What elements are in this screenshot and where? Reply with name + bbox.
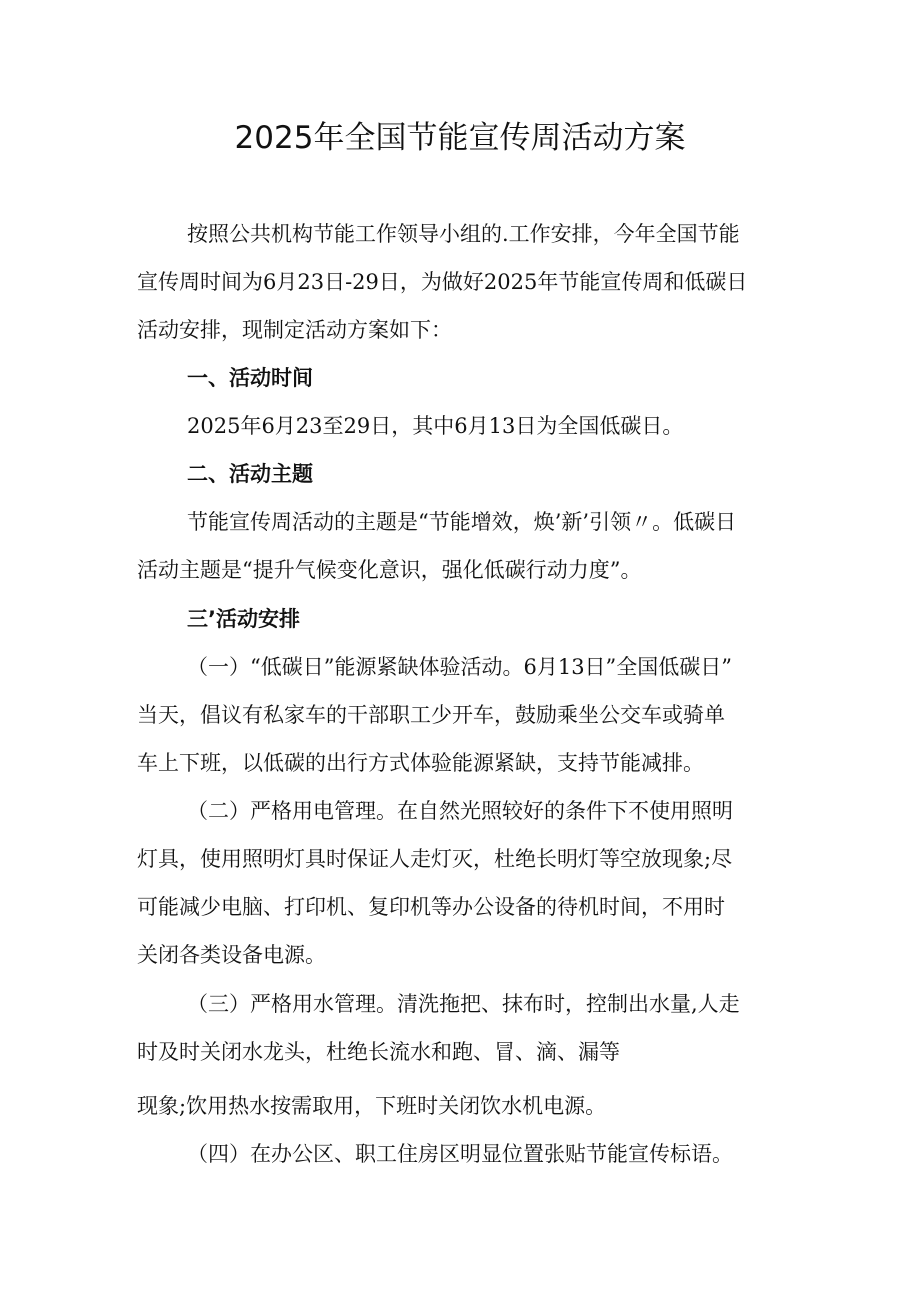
item-3-line-3: 现象;饮用热水按需取用，下班时关闭饮水机电源。: [137, 1094, 607, 1118]
item-2-line-2: 灯具，使用照明灯具时保证人走灯灭，杜绝长明灯等空放现象;尽: [137, 847, 733, 871]
paragraph-time: 2025年6月23至29日，其中6月13日为全国低碳日。: [187, 414, 684, 438]
paragraph-theme-line-1: 节能宣传周活动的主题是“节能增效，焕’新’引领〃。低碳日: [187, 510, 737, 534]
section-heading-arrangement: 三’活动安排: [187, 607, 300, 631]
item-3-line-1: （三）严格用水管理。清洗拖把、抹布时，控制出水量,人走: [187, 992, 740, 1016]
item-3-line-2: 时及时关闭水龙头，杜绝长流水和跑、冒、滴、漏等: [137, 1040, 620, 1064]
paragraph-intro-line-1: 按照公共机构节能工作领导小组的.工作安排，今年全国节能: [187, 222, 740, 246]
paragraph-intro-line-2: 宣传周时间为6月23日-29日，为做好2025年节能宣传周和低碳日: [137, 270, 748, 294]
section-heading-time: 一、活动时间: [187, 366, 313, 390]
item-4-line-1: （四）在办公区、职工住房区明显位置张贴节能宣传标语。: [187, 1142, 733, 1166]
paragraph-intro-line-3: 活动安排，现制定活动方案如下：: [137, 318, 452, 342]
item-2-line-1: （二）严格用电管理。在自然光照较好的条件下不使用照明: [187, 799, 733, 823]
document-title: 2025年全国节能宣传周活动方案: [234, 120, 686, 156]
paragraph-theme-line-2: 活动主题是“提升气候变化意识，强化低碳行动力度”。: [137, 558, 642, 582]
item-1-line-1: （一）“低碳日”能源紧缺体验活动。6月13日”全国低碳日”: [187, 655, 733, 679]
item-1-line-3: 车上下班，以低碳的出行方式体验能源紧缺，支持节能减排。: [137, 751, 704, 775]
section-heading-theme: 二、活动主题: [187, 462, 313, 486]
item-2-line-4: 关闭各类设备电源。: [137, 943, 326, 967]
item-1-line-2: 当天，倡议有私家车的干部职工少开车，鼓励乘坐公交车或骑单: [137, 703, 725, 727]
item-2-line-3: 可能减少电脑、打印机、复印机等办公设备的待机时间，不用时: [137, 895, 725, 919]
